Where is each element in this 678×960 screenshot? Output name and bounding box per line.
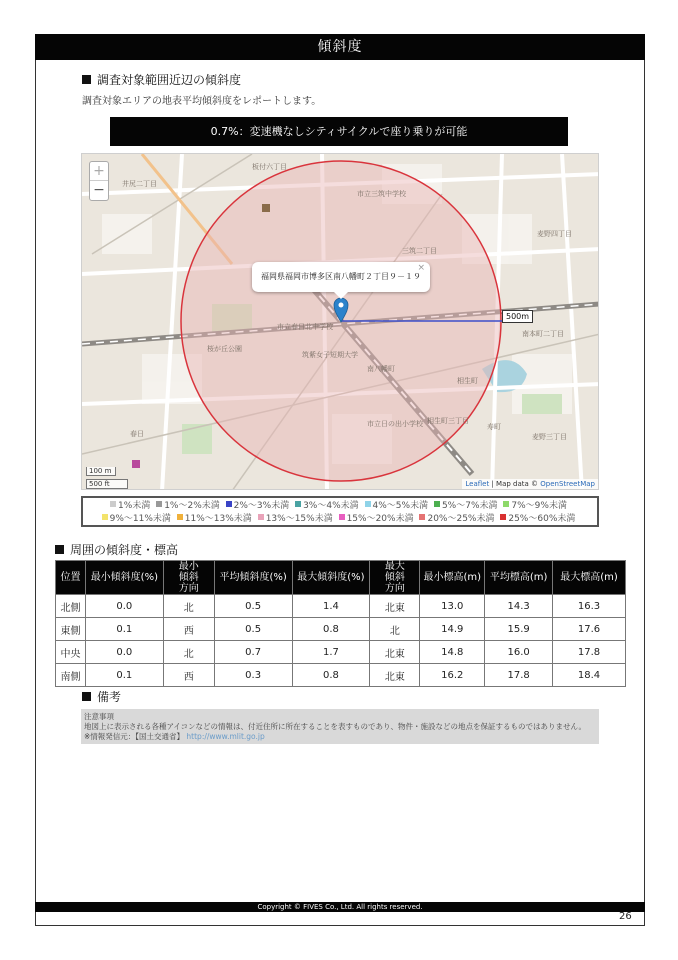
table-cell: 13.0 xyxy=(420,595,485,618)
map-label: 三筑二丁目 xyxy=(402,247,437,255)
column-header: 最大傾斜度(%) xyxy=(292,561,370,595)
table-cell: 0.7 xyxy=(214,641,292,664)
legend-label: 2%～3%未満 xyxy=(233,501,290,511)
map-label: 市立日の出小学校 xyxy=(367,420,423,428)
square-bullet-icon xyxy=(82,692,91,701)
page-number: 26 xyxy=(619,911,632,922)
table-cell: 16.3 xyxy=(553,595,626,618)
attribution-text: | Map data © xyxy=(489,480,541,488)
table-cell: 北東 xyxy=(370,641,420,664)
legend-item xyxy=(177,514,252,524)
column-header: 最大標高(m) xyxy=(553,561,626,595)
table-cell: 北側 xyxy=(56,595,86,618)
scale-metric: 100 m xyxy=(86,467,116,476)
table-cell: 0.8 xyxy=(292,618,370,641)
section-description: 調査対象エリアの地表平均傾斜度をレポートします。 xyxy=(82,96,322,107)
slope-legend xyxy=(81,496,599,527)
popup-tip xyxy=(334,292,348,299)
address-popup xyxy=(252,262,430,292)
table-cell: 0.0 xyxy=(85,641,163,664)
column-header: 最小標高(m) xyxy=(420,561,485,595)
section-heading-text: 周囲の傾斜度・標高 xyxy=(70,543,179,557)
table-cell: 14.3 xyxy=(485,595,553,618)
table-row xyxy=(56,641,626,664)
distance-label: 500m xyxy=(502,310,533,323)
leaflet-link[interactable]: Leaflet xyxy=(465,480,490,488)
legend-label: 1%～2%未満 xyxy=(164,501,220,511)
section-heading-text: 調査対象範囲近辺の傾斜度 xyxy=(97,73,242,87)
map-view[interactable] xyxy=(81,153,599,490)
legend-label: 20%～25%未満 xyxy=(427,514,495,524)
map-label: 筑紫女子短期大学 xyxy=(302,351,358,359)
notes-title: 注意事項 xyxy=(84,712,114,721)
table-row xyxy=(56,664,626,687)
legend-swatch xyxy=(102,514,108,520)
map-attribution xyxy=(462,479,598,489)
table-cell: 西 xyxy=(163,618,214,641)
map-label: 春日 xyxy=(130,430,144,438)
legend-swatch xyxy=(177,514,183,520)
table-cell: 1.4 xyxy=(292,595,370,618)
map-label: 市立春日北中学校 xyxy=(277,323,333,331)
legend-swatch xyxy=(500,514,506,520)
legend-item xyxy=(419,514,494,524)
zoom-in-button[interactable]: + xyxy=(90,162,108,181)
legend-label: 4%～5%未満 xyxy=(372,501,429,511)
legend-item xyxy=(110,501,150,511)
notes-box xyxy=(81,709,599,744)
table-cell: 北東 xyxy=(370,595,420,618)
legend-label: 11%～13%未満 xyxy=(184,514,252,524)
osm-link[interactable]: OpenStreetMap xyxy=(540,480,595,488)
zoom-out-button[interactable]: − xyxy=(93,182,105,198)
page-title: 傾斜度 xyxy=(35,34,645,60)
map-label: 麦野三丁目 xyxy=(532,433,567,441)
legend-swatch xyxy=(295,501,301,507)
map-label: 井尻二丁目 xyxy=(122,180,157,188)
column-header: 位置 xyxy=(56,561,86,595)
legend-swatch xyxy=(156,501,162,507)
poi-hospital-icon xyxy=(132,460,140,468)
table-cell: 17.8 xyxy=(485,664,553,687)
section-heading-text: 備考 xyxy=(97,690,122,704)
legend-item xyxy=(226,501,290,511)
table-cell: 北東 xyxy=(370,664,420,687)
map-label: 相生町 xyxy=(457,377,478,385)
table-cell: 15.9 xyxy=(485,618,553,641)
legend-item xyxy=(365,501,429,511)
legend-label: 7%～9%未満 xyxy=(511,501,567,511)
table-cell: 北 xyxy=(370,618,420,641)
table-cell: 18.4 xyxy=(553,664,626,687)
popup-close-icon[interactable]: × xyxy=(417,263,425,273)
map-label: 麦野四丁目 xyxy=(537,230,572,238)
table-cell: 17.8 xyxy=(553,641,626,664)
legend-label: 13%～15%未満 xyxy=(265,514,333,524)
slope-elevation-table xyxy=(55,560,626,687)
legend-label: 15%～20%未満 xyxy=(346,514,414,524)
legend-swatch xyxy=(434,501,440,507)
legend-item xyxy=(258,514,333,524)
legend-item xyxy=(339,514,414,524)
legend-item xyxy=(434,501,498,511)
column-header: 最小傾斜度(%) xyxy=(85,561,163,595)
table-row xyxy=(56,618,626,641)
table-cell: 16.0 xyxy=(485,641,553,664)
map-label: 南八幡町 xyxy=(367,365,395,373)
column-header: 平均標高(m) xyxy=(485,561,553,595)
legend-label: 9%～11%未満 xyxy=(109,514,171,524)
poi-school-icon xyxy=(262,204,270,212)
copyright-footer: Copyright © FIVES Co., Ltd. All rights reserved. xyxy=(35,902,645,912)
table-cell: 0.1 xyxy=(85,664,163,687)
legend-swatch xyxy=(419,514,425,520)
table-cell: 14.9 xyxy=(420,618,485,641)
square-bullet-icon xyxy=(55,545,64,554)
legend-label: 1%未満 xyxy=(118,501,151,511)
scale-imperial: 500 ft xyxy=(86,479,128,489)
notes-line: 地図上に表示される各種アイコンなどの情報は、付近住所に所在することを表すものであり、物件・施設などの地点を保証するものではありません。 xyxy=(84,722,586,731)
table-cell: 16.2 xyxy=(420,664,485,687)
notes-source xyxy=(84,732,596,742)
section-heading-notes xyxy=(82,688,121,705)
map-label: 市立三筑中学校 xyxy=(357,190,406,198)
table-cell: 北 xyxy=(163,641,214,664)
zoom-control xyxy=(89,161,109,201)
table-cell: 1.7 xyxy=(292,641,370,664)
legend-label: 25%～60%未満 xyxy=(508,514,576,524)
table-cell: 西 xyxy=(163,664,214,687)
table-cell: 0.5 xyxy=(214,595,292,618)
legend-item xyxy=(500,514,575,524)
table-row xyxy=(56,595,626,618)
column-header: 最小傾斜方向 xyxy=(163,561,214,595)
legend-item xyxy=(295,501,359,511)
square-bullet-icon xyxy=(82,75,91,84)
legend-swatch xyxy=(110,501,116,507)
slope-result-banner: 0.7%：変速機なしシティサイクルで座り乗りが可能 xyxy=(110,117,568,146)
legend-label: 5%～7%未満 xyxy=(441,501,498,511)
table-cell: 東側 xyxy=(56,618,86,641)
legend-item xyxy=(102,514,171,524)
legend-swatch xyxy=(503,501,509,507)
table-cell: 北 xyxy=(163,595,214,618)
table-header-row xyxy=(56,561,626,595)
section-heading-slope-elevation xyxy=(55,541,178,558)
table-cell: 0.1 xyxy=(85,618,163,641)
legend-swatch xyxy=(226,501,232,507)
table-cell: 中央 xyxy=(56,641,86,664)
table-cell: 南側 xyxy=(56,664,86,687)
table-cell: 0.8 xyxy=(292,664,370,687)
table-cell: 14.8 xyxy=(420,641,485,664)
legend-swatch xyxy=(339,514,345,520)
table-cell: 0.3 xyxy=(214,664,292,687)
column-header: 平均傾斜度(%) xyxy=(214,561,292,595)
legend-swatch xyxy=(258,514,264,520)
map-label: 南本町二丁目 xyxy=(522,330,564,338)
popup-address: 福岡県福岡市博多区南八幡町２丁目９－１９ xyxy=(261,272,421,281)
legend-label: 3%～4%未満 xyxy=(303,501,359,511)
source-url-link[interactable]: http://www.mlit.go.jp xyxy=(186,732,265,741)
legend-item xyxy=(503,501,567,511)
table-cell: 0.0 xyxy=(85,595,163,618)
legend-item xyxy=(156,501,220,511)
map-label: 桜が丘公園 xyxy=(207,345,242,353)
notes-source-text: ※情報発信元：【国土交通省】 xyxy=(84,732,187,741)
map-label: 相生町三丁目 xyxy=(427,417,469,425)
map-label: 寿町 xyxy=(487,423,501,431)
table-cell: 17.6 xyxy=(553,618,626,641)
column-header: 最大傾斜方向 xyxy=(370,561,420,595)
map-label: 板付六丁目 xyxy=(252,163,287,171)
section-heading-slope-area xyxy=(82,71,241,88)
legend-swatch xyxy=(365,501,371,507)
table-cell: 0.5 xyxy=(214,618,292,641)
